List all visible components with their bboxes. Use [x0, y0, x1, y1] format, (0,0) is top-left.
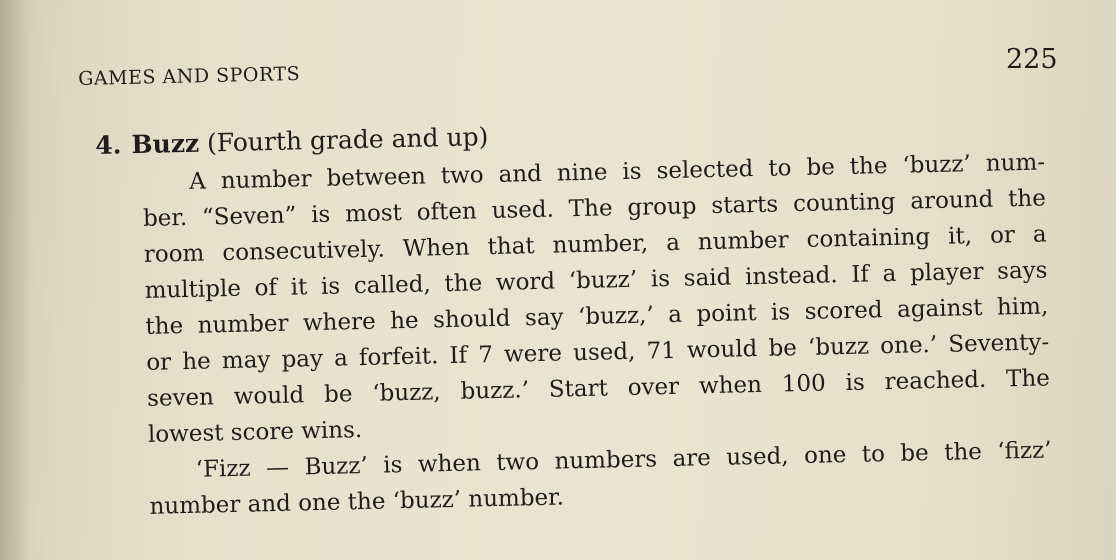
- text-line: number and one the ‘buzz’ number.: [149, 484, 565, 520]
- section-number: 4.: [95, 130, 122, 160]
- section-grade-level: (Fourth grade and up): [206, 122, 489, 158]
- running-header: GAMES AND SPORTS: [78, 62, 301, 90]
- text-line: seven would be ‘buzz, buzz.’ Start over when 100 is reached. The: [146, 365, 1051, 412]
- page-gutter-shadow: [0, 0, 30, 560]
- page-number: 225: [1006, 44, 1058, 75]
- section-title: Buzz: [131, 128, 200, 160]
- text-line: multiple of it is called, the word ‘buzz’ is said instead. If a player says: [144, 257, 1048, 304]
- paragraph-rules: [142, 144, 1051, 452]
- text-line: or he may pay a forfeit. If 7 were used, 71 would be ‘buzz one.’ Seventy-: [146, 329, 1050, 376]
- section-buzz: [95, 108, 1064, 526]
- text-line: ‘Fizz — Buzz’ is when two numbers are used, one to be the ‘fizz’: [195, 437, 1052, 483]
- text-line: the number where he should say ‘buzz,’ a point is scored against him,: [145, 293, 1049, 340]
- text-line: room consecutively. When that number, a number containing it, or a: [143, 221, 1047, 268]
- text-line: ber. “Seven” is most often used. The group starts counting around the: [142, 185, 1047, 232]
- text-line: lowest score wins.: [147, 417, 363, 448]
- text-line: A number between two and nine is selected to be the ‘buzz’ num-: [188, 149, 1046, 195]
